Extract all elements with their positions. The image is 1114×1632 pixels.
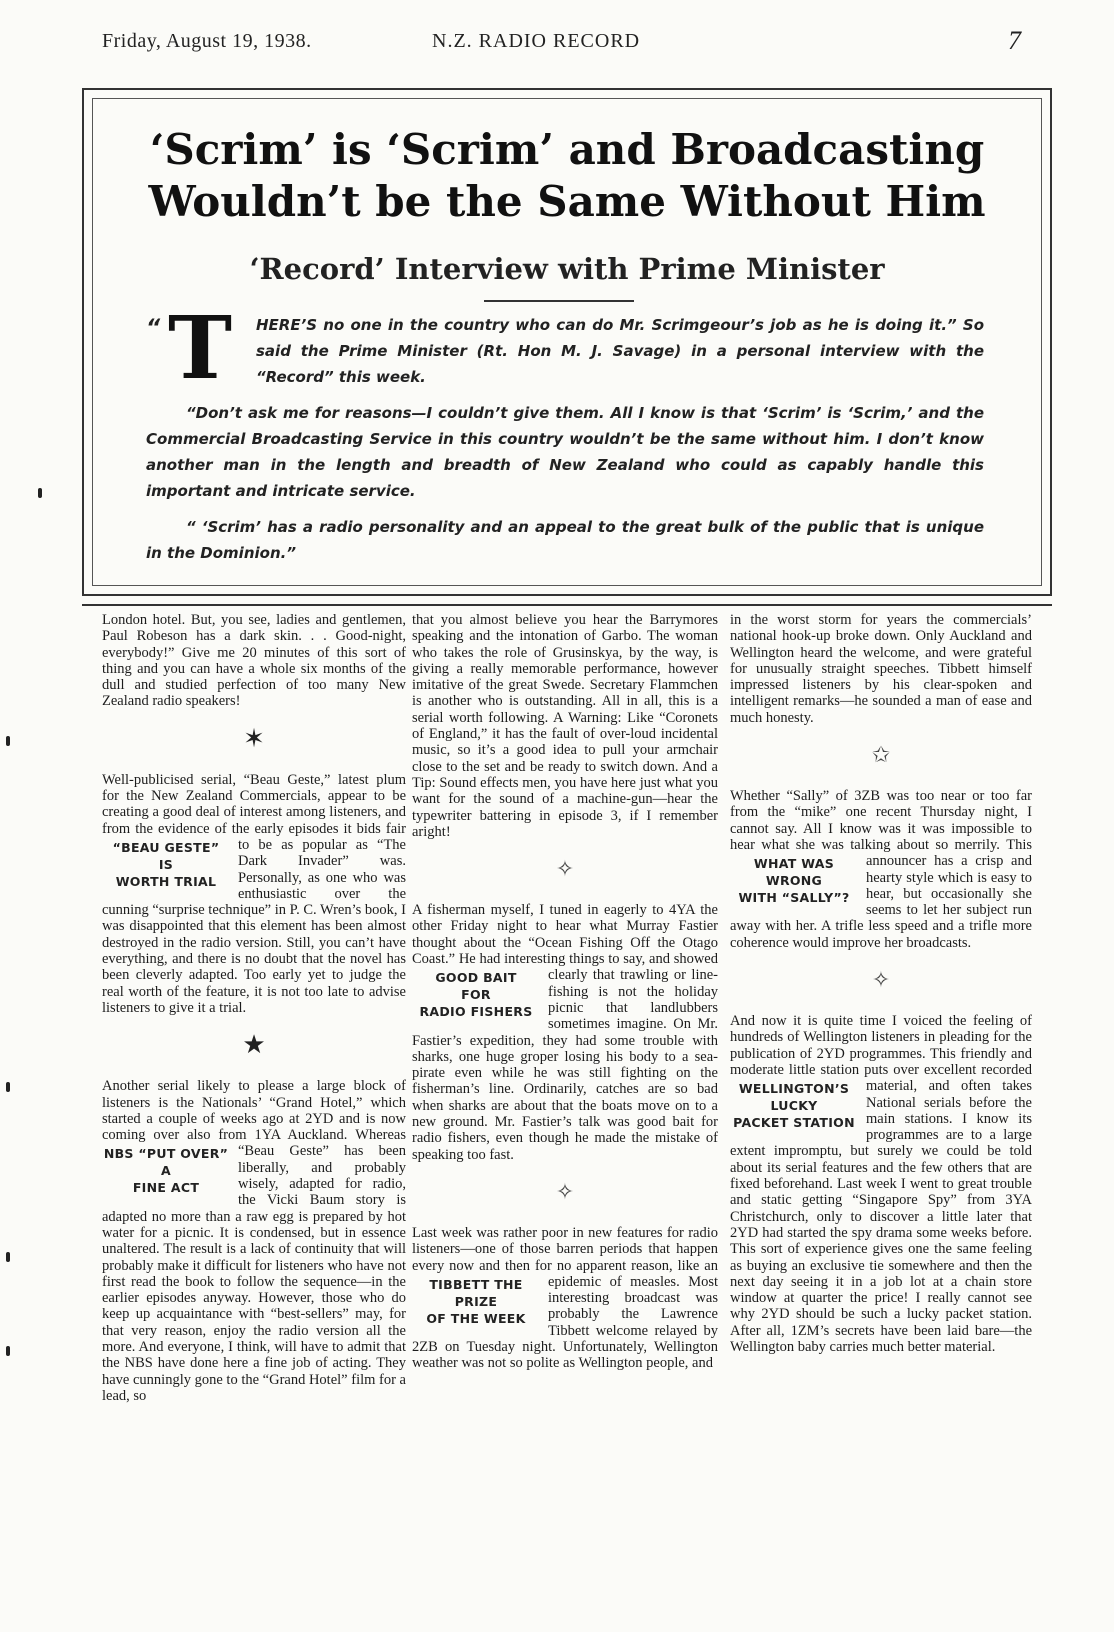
column-3 bbox=[730, 612, 1032, 1355]
beau-geste-article bbox=[102, 772, 406, 1016]
quote-paragraph-3: “ ‘Scrim’ has a radio personality and an appeal to the great bulk of the public that is unique in the Dominion.” bbox=[146, 518, 984, 562]
sidehead-beau-geste bbox=[102, 839, 230, 890]
column-2 bbox=[412, 612, 718, 1372]
publication-title: N.Z. RADIO RECORD bbox=[432, 30, 641, 52]
open-quote-mark: “ bbox=[146, 316, 161, 341]
quote-paragraph-2: “Don’t ask me for reasons—I couldn’t give them. All I know is that ‘Scrim’ is ‘Scrim,’ and the Commercial Broadcasting Service in this country wouldn’t be the same without him. I don’t know another man in the length and breadth of New Zealand who could as capably handle this important and intricate service. bbox=[146, 404, 984, 500]
sally-article bbox=[730, 788, 1032, 951]
2yd-intro: And now it is quite time I voiced the feeling of hundreds of Wellington listeners in pleading for the publication of 2YD programmes. This friendly and moderate little station puts over bbox=[730, 1013, 1032, 1078]
tibbett-intro: Last week was rather poor in new features for radio listeners—one of those barren periods that happen every now and then for no apparent reason, like an epidemic of measles. bbox=[412, 1224, 718, 1290]
column-3-paragraph: in the worst storm for years the commercials’ national hook-up broke down. Only Auckland and Wellington heard the welcome, and were grateful for unusually straight speeches. Tibbett himself impressed listeners by his clear-spoken and intelligent remarks—he sounded a man of ease and much honesty. bbox=[730, 612, 1032, 726]
headline-line-1: ‘Scrim’ is ‘Scrim’ and Broadcasting bbox=[149, 125, 985, 174]
feature-subheadline: ‘Record’ Interview with Prime Minister bbox=[249, 252, 885, 286]
margin-mark bbox=[6, 1082, 10, 1092]
margin-mark bbox=[6, 1346, 10, 1356]
sidehead-line: RADIO FISHERS bbox=[419, 1004, 533, 1020]
section-divider-star: ✧ bbox=[555, 856, 575, 882]
margin-mark bbox=[38, 488, 42, 498]
sidehead-tibbett bbox=[412, 1276, 540, 1327]
feature-quote bbox=[146, 298, 984, 576]
column-1 bbox=[102, 612, 406, 1404]
section-divider-star: ✧ bbox=[871, 967, 891, 993]
sidehead-line: PRIZE bbox=[454, 1293, 498, 1309]
sidehead-line: FINE ACT bbox=[132, 1180, 200, 1196]
margin-mark bbox=[6, 1252, 10, 1262]
section-divider-star: ✩ bbox=[871, 742, 891, 768]
drop-cap: T bbox=[168, 298, 232, 399]
sidehead-nbs-put-over bbox=[102, 1145, 230, 1196]
fishing-intro: A fisherman myself, I tuned in eagerly to 4YA the other Friday night to hear what Murray Fastier thought about the “Ocean Fishing Off the Otago Coast.” He had interesting things to bbox=[412, 902, 718, 968]
page-number: 7 bbox=[1008, 26, 1022, 55]
quote-paragraph-1 bbox=[146, 298, 984, 399]
sidehead-line: PACKET STATION bbox=[733, 1115, 855, 1131]
subhead-divider bbox=[484, 300, 634, 302]
2yd-body: excellent recorded material, and often takes National serials before the main stations. I know its programmes are to a large extent impromptu, but surely we could be told about its serial features and the few others that are fixed beforehand. Last week I went to great trouble and static getting “Singapore Spy” from 3YA Christchurch, only to discover a little later that 2YD had started the spy drama some weeks before. This sort of experience gives one the same feeling as buying an exclusive tie somewhere and then the next day seeing it in a job lot at a chain store window at quarter the price! I really cannot see why 2YD should be such a lucky packet station. After all, 1ZM’s secrets have been laid bare—the Wellington baby carries much better material. bbox=[730, 1061, 1033, 1355]
beau-geste-body: episodes it bids fair to be as popular as “The Dark Invader” was. Personally, as one who was enthusiastic over the cunning “surprise technique” in P. C. Wren’s book, I was disappointed that this element has been almost destroyed in the radio version. Still, you can’t have everything, and there is no doubt that the novel has been cleverly adapted. Too early yet to judge the real worth of the feature, it is not too late to advise listeners to give it a trial. bbox=[102, 820, 406, 1016]
sidehead-line: WELLINGTON’S bbox=[738, 1081, 850, 1097]
sidehead-wellington bbox=[730, 1080, 858, 1131]
sidehead-good-bait bbox=[412, 969, 540, 1020]
sidehead-line: GOOD BAIT bbox=[435, 970, 517, 986]
beau-geste-intro: Well-publicised serial, “Beau Geste,” latest plum for the New Zealand Commercials, appear to be creating a good deal of interest among listeners, and from the evidence of the early bbox=[102, 771, 406, 837]
section-divider-star: ★ bbox=[242, 1030, 266, 1060]
2yd-article bbox=[730, 1013, 1032, 1355]
grand-hotel-body: Whereas “Beau Geste” has been liberally, and probably wisely, adapted for radio, the Vicki Baum story is adapted no more than a raw egg is prepared by hot water for a picnic. It is condensed, but in essence unaltered. The result is a lack of continuity that will probably make it difficult for listeners who have not first read the book to follow the sequence—in the earlier episodes anyway. However, those who do keep up acquaintance with “best-sellers” may, for that very reason, enjoy the radio version all the more. And everyone, I think, will have to admit that the NBS have done here a fine job of acting. They have cunningly gone to the “Grand Hotel” film for a lead, so bbox=[102, 1127, 406, 1404]
sally-intro: Whether “Sally” of 3ZB was too near or too far from the “mike” one recent Thursday night, I cannot say. All I know was it was impossible to hear what she was talking about so merrily. bbox=[730, 788, 1032, 853]
quote-paragraph-1-text: HERE’S no one in the country who can do Mr. Scrimgeour’s job as he is doing it.” So said the Prime Minister (Rt. Hon M. J. Savage) in a personal interview with the “Record” this week. bbox=[256, 316, 984, 386]
sidehead-line: WORTH TRIAL bbox=[115, 873, 217, 889]
sidehead-line: “BEAU GESTE” bbox=[112, 839, 220, 855]
issue-date: Friday, August 19, 1938. bbox=[102, 30, 312, 52]
margin-mark bbox=[6, 736, 10, 746]
sidehead-line: WRONG bbox=[765, 873, 823, 889]
feature-bottom-rule bbox=[82, 604, 1052, 606]
sidehead-sally bbox=[730, 855, 858, 906]
feature-box bbox=[82, 88, 1052, 596]
sidehead-line: NBS “PUT OVER” bbox=[103, 1146, 229, 1162]
grand-hotel-intro: Another serial likely to please a large block of listeners is the Nationals’ “Grand Hotel,” which started a couple of weeks ago at 2YD and is now coming over also from 1YA Auckland. bbox=[102, 1078, 406, 1144]
tibbett-article bbox=[412, 1225, 718, 1372]
sidehead-line: OF THE WEEK bbox=[426, 1310, 526, 1326]
sidehead-line: IS bbox=[158, 856, 174, 872]
sidehead-line: WHAT WAS bbox=[753, 856, 835, 872]
fishing-body: say, and showed clearly that trawling or line-fishing is not the holiday picnic that landlubbers sometimes imagine. On Mr. Fastier’s expedition, they had some trouble with sharks, one huge groper losing his body to a sea-pirate even while he was still fighting on the fisherman’s line. Ordinarily, catches are so bad when sharks are about that the boats move on to a new ground. Mr. Fastier’s talk was good bait for radio fishers, even though he made the mistake of speaking too fast. bbox=[412, 951, 718, 1163]
fishing-article bbox=[412, 902, 718, 1163]
headline-line-2: Wouldn’t be the Same Without Him bbox=[148, 177, 986, 226]
section-divider-star: ✶ bbox=[243, 723, 265, 753]
sidehead-line: WITH “SALLY”? bbox=[738, 890, 850, 906]
column-2-paragraph: that you almost believe you hear the Barrymores speaking and the intonation of Garbo. The woman who takes the role of Grusinskya, by the way, is giving a really memorable performance, however imitative of the great Swede. Secretary Flammchen is another who is outstanding. All in all, this is a serial worth following. A Warning: Like “Coronets of England,” it has the fault of over-loud incidental music, so it’s a good idea to pull your armchair close to the set and be ready to switch down. And a Tip: Sound effects men, you have here just what you want for the sound of a machine-gun—hear the typewriter battering in episode 3, if I remember aright! bbox=[412, 612, 718, 840]
grand-hotel-article bbox=[102, 1078, 406, 1404]
tibbett-body: Most interesting broadcast was probably the Lawrence Tibbett welcome relayed by 2ZB on Tuesday night. Unfortunately, Wellington weather was not so polite as Wellington people, and bbox=[412, 1273, 719, 1372]
sidehead-line: TIBBETT THE bbox=[429, 1276, 523, 1292]
sally-body: This announcer has a crisp and hearty style which is easy to hear, but occasionally she seems to let her subject run away with her. A trifle less speed and a trifle more coherence would improve her broadcasts. bbox=[730, 836, 1032, 951]
section-divider-star: ✧ bbox=[555, 1178, 575, 1204]
sidehead-line: A bbox=[161, 1163, 171, 1179]
column-1-paragraph: London hotel. But, you see, ladies and gentlemen, Paul Robeson has a dark skin. . . Good-night, everybody!” Give me 20 minutes of this sort of thing and you can have a whole six months of the dull and studied perfection of too many New Zealand radio speakers! bbox=[102, 612, 406, 710]
sidehead-line: LUCKY bbox=[770, 1098, 818, 1114]
sidehead-line: FOR bbox=[461, 987, 491, 1003]
page-header bbox=[102, 26, 1042, 60]
feature-headline bbox=[84, 124, 1050, 228]
